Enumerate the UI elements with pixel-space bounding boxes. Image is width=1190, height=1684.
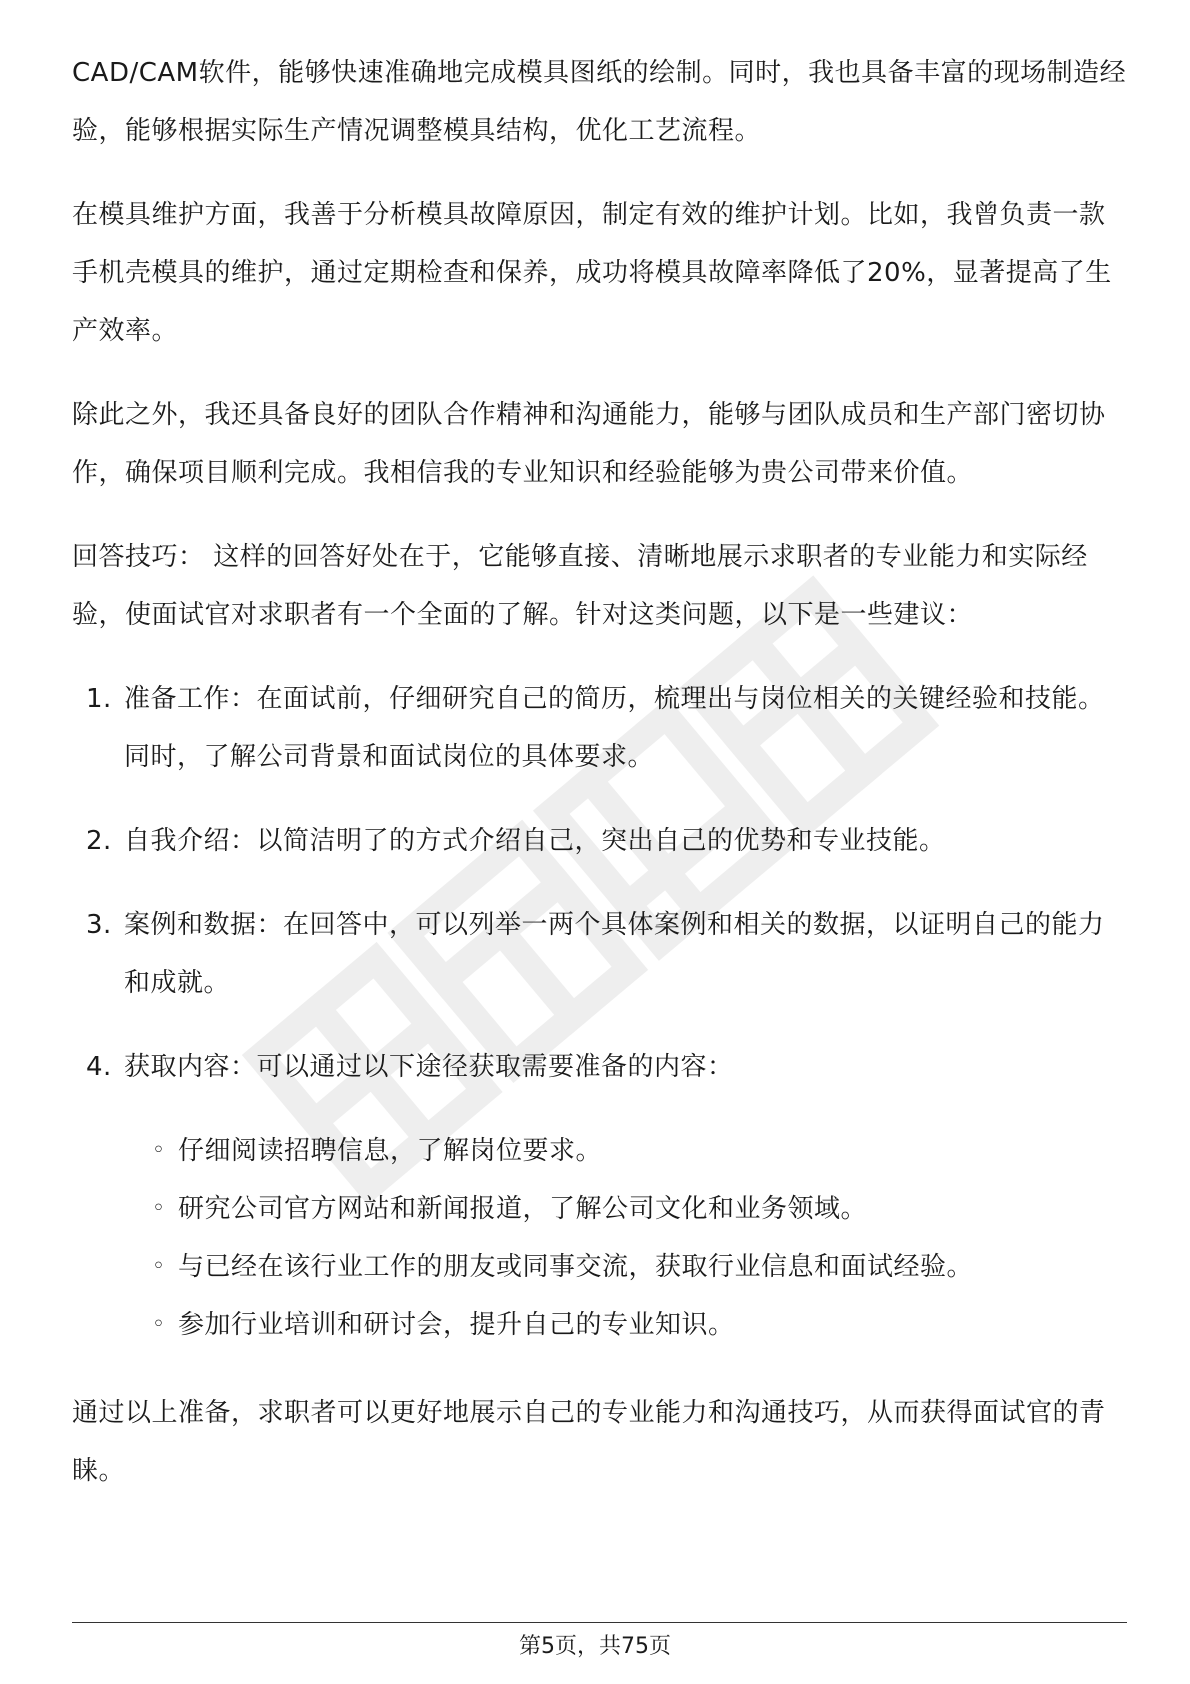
list-item <box>72 670 1127 786</box>
paragraph-closing: 通过以上准备，求职者可以更好地展示自己的专业能力和沟通技巧，从而获得面试官的青睐。 <box>72 1398 1106 1486</box>
paragraph-maintenance: 在模具维护方面，我善于分析模具故障原因，制定有效的维护计划。比如，我曾负责一款手机壳模具的维护，通过定期检查和保养，成功将模具故障率降低了20%，显著提高了生产效率。 <box>72 200 1112 346</box>
list-number: 1. <box>86 684 112 714</box>
bullet-item <box>72 1180 1127 1238</box>
bullet-item-text: 参加行业培训和研讨会，提升自己的专业知识。 <box>178 1310 735 1340</box>
list-item <box>72 896 1127 1012</box>
list-item <box>72 1038 1127 1096</box>
bullet-list <box>72 1122 1127 1354</box>
list-item-text: 案例和数据：在回答中，可以列举一两个具体案例和相关的数据，以证明自己的能力和成就。 <box>124 910 1105 998</box>
paragraph-teamwork: 除此之外，我还具备良好的团队合作精神和沟通能力，能够与团队成员和生产部门密切协作，确保项目顺利完成。我相信我的专业知识和经验能够为贵公司带来价值。 <box>72 400 1106 488</box>
list-item-text: 自我介绍：以简洁明了的方式介绍自己，突出自己的优势和专业技能。 <box>124 826 946 856</box>
bullet-item-text: 研究公司官方网站和新闻报道，了解公司文化和业务领域。 <box>178 1194 868 1224</box>
list-item <box>72 812 1127 870</box>
bullet-item-text: 仔细阅读招聘信息，了解岗位要求。 <box>178 1136 603 1166</box>
paragraph-cad-cam: CAD/CAM软件，能够快速准确地完成模具图纸的绘制。同时，我也具备丰富的现场制造经验，能够根据实际生产情况调整模具结构，优化工艺流程。 <box>72 58 1127 146</box>
page-number: 第5页，共75页 <box>519 1634 671 1659</box>
bullet-item-text: 与已经在该行业工作的朋友或同事交流，获取行业信息和面试经验。 <box>178 1252 974 1282</box>
bullet-item <box>72 1238 1127 1296</box>
list-item-text: 获取内容：可以通过以下途径获取需要准备的内容： <box>124 1052 734 1082</box>
bullet-item <box>72 1296 1127 1354</box>
bullet-icon: ◦ <box>152 1138 166 1163</box>
bullet-icon: ◦ <box>152 1312 166 1337</box>
list-item-text: 准备工作：在面试前，仔细研究自己的简历，梳理出与岗位相关的关键经验和技能。同时，了解公司背景和面试岗位的具体要求。 <box>124 684 1105 772</box>
numbered-list <box>72 670 1127 1096</box>
footer-divider <box>72 1622 1127 1623</box>
bullet-icon: ◦ <box>152 1196 166 1221</box>
bullet-icon: ◦ <box>152 1254 166 1279</box>
document-body <box>72 44 1127 1526</box>
paragraph-answer-tips: 回答技巧： 这样的回答好处在于，它能够直接、清晰地展示求职者的专业能力和实际经验，使面试官对求职者有一个全面的了解。针对这类问题，以下是一些建议： <box>72 542 1088 630</box>
list-number: 2. <box>86 826 112 856</box>
list-number: 3. <box>86 910 112 940</box>
list-number: 4. <box>86 1052 112 1082</box>
bullet-item <box>72 1122 1127 1180</box>
